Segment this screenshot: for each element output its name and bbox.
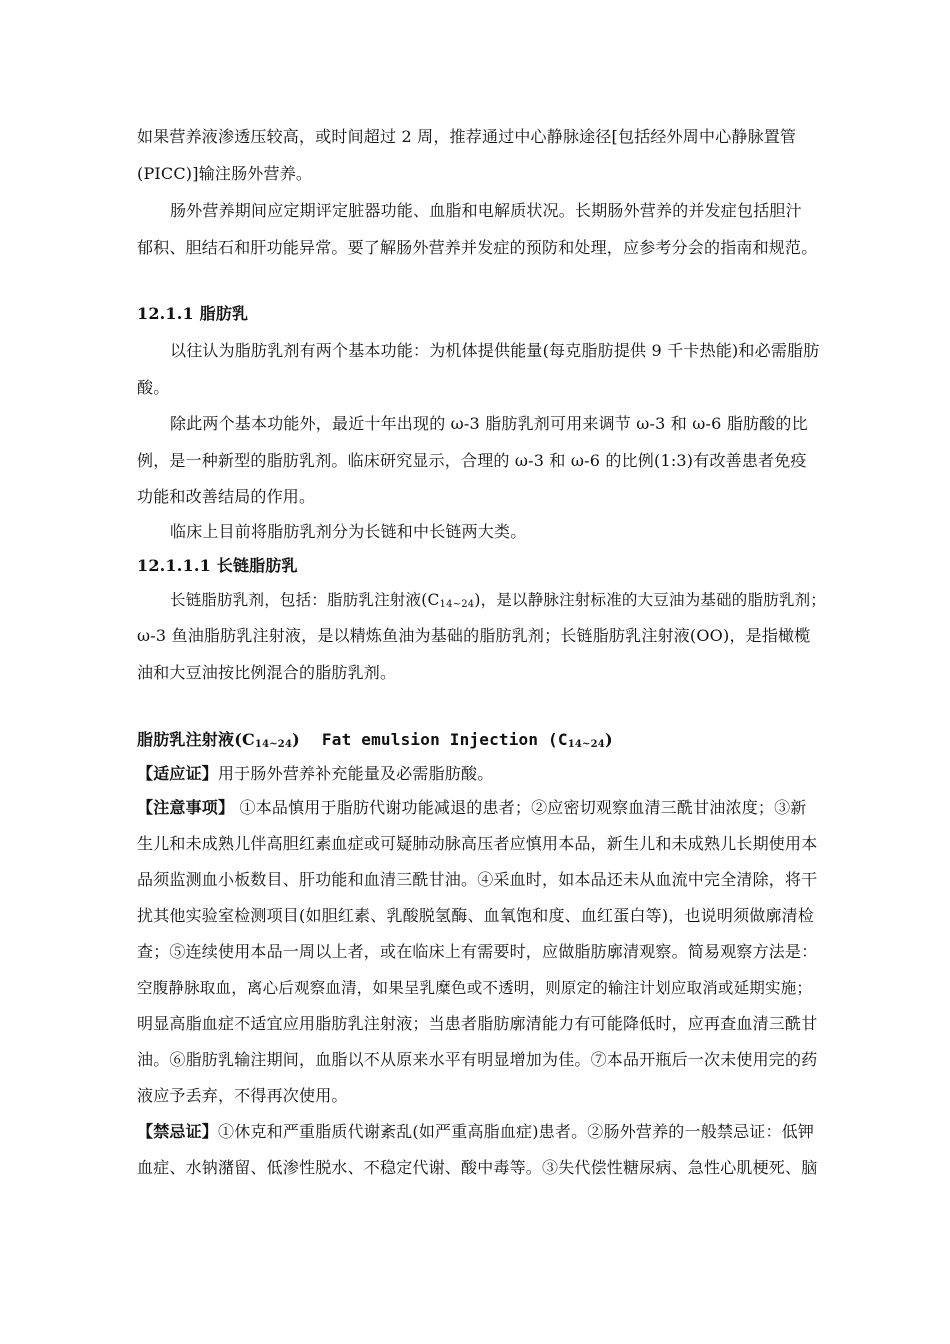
intro-p2-line1: 肠外营养期间应定期评定脏器功能、血脂和电解质状况。长期肠外营养的并发症包括胆汁 — [170, 201, 802, 220]
s1211-p2-line1: 除此两个基本功能外，最近十年出现的 ω-3 脂肪乳剂可用来调节 ω-3 和 ω-6 脂肪酸的比 — [170, 414, 808, 433]
drug-title — [137, 730, 613, 755]
s12111-p1-line1 — [170, 590, 826, 615]
s12111-p1-line1-a: 长链脂肪乳剂，包括：脂肪乳注射液(C — [170, 591, 440, 609]
s12111-p1-line2: ω-3 鱼油脂肪乳注射液，是以精炼鱼油为基础的脂肪乳剂；长链脂肪乳注射液(OO)，是指橄榄 — [137, 626, 811, 645]
drug-title-subscript-1: 14~24 — [254, 739, 293, 750]
precautions-line6: 空腹静脉取血，离心后观察血清，如果呈乳糜色或不透明，则原定的输注计划应取消或延期实施； — [137, 979, 813, 997]
s12111-p1-subscript: 14~24 — [439, 599, 475, 610]
s1211-p2-line2: 例，是一种新型的脂肪乳剂。临床研究显示，合理的 ω-3 和 ω-6 的比例(1:3)有改善患者免疫 — [137, 451, 807, 470]
s1211-p2-line3: 功能和改善结局的作用。 — [137, 487, 316, 506]
s1211-p3-line1: 临床上目前将脂肪乳剂分为长链和中长链两大类。 — [170, 522, 527, 541]
intro-p1-line1: 如果营养液渗透压较高，或时间超过 2 周，推荐通过中心静脉途径[包括经外周中心静脉置管 — [137, 127, 797, 146]
indication-line — [137, 764, 493, 784]
precautions-line1 — [137, 798, 807, 818]
precautions-text-1: ①本品慎用于脂肪代谢功能减退的患者；②应密切观察血清三酰甘油浓度；③新 — [239, 798, 807, 817]
intro-p1-line2: (PICC)]输注肠外营养。 — [137, 164, 313, 183]
contraindications-line2: 血症、水钠潴留、低渗性脱水、不稳定代谢、酸中毒等。③失代偿性糖尿病、急性心肌梗死、脑 — [137, 1158, 818, 1177]
precautions-line8: 油。⑥脂肪乳输注期间，血脂以不从原来水平有明显增加为佳。⑦本品开瓶后一次未使用完的药 — [137, 1050, 818, 1069]
drug-title-en: Fat emulsion Injection (C — [321, 730, 568, 749]
drug-title-cn: 脂肪乳注射液(C — [137, 730, 255, 749]
precautions-line5: 查；⑤连续使用本品一周以上者，或在临床上有需要时，应做脂肪廓清观察。简易观察方法是： — [137, 942, 818, 961]
section-heading-12-1-1-1: 12.1.1.1 长链脂肪乳 — [137, 556, 298, 575]
precautions-line4: 扰其他实验室检测项目(如胆红素、乳酸脱氢酶、血氧饱和度、血红蛋白等)，也说明须做廓清检 — [137, 906, 815, 925]
s12111-p1-line3: 油和大豆油按比例混合的脂肪乳剂。 — [137, 663, 397, 682]
s1211-p1-line1: 以往认为脂肪乳剂有两个基本功能：为机体提供能量(每克脂肪提供 9 千卡热能)和必需脂肪 — [170, 341, 820, 360]
precautions-line7: 明显高脂血症不适宜应用脂肪乳注射液；当患者脂肪廓清能力有可能降低时，应再查血清三酰甘 — [137, 1014, 818, 1033]
precautions-line2: 生儿和未成熟儿伴高胆红素血症或可疑肺动脉高压者应慎用本品，新生儿和未成熟儿长期使用本 — [137, 834, 818, 853]
s1211-p1-line2: 酸。 — [137, 378, 170, 397]
section-heading-12-1-1: 12.1.1 脂肪乳 — [137, 304, 249, 323]
s12111-p1-line1-b: )，是以静脉注射标准的大豆油为基础的脂肪乳剂； — [474, 591, 826, 609]
drug-title-subscript-2: 14~24 — [567, 739, 605, 750]
contraindications-text-1: ①休克和严重脂质代谢紊乱(如严重高脂血症)患者。②肠外营养的一般禁忌证：低钾 — [218, 1122, 815, 1141]
drug-title-end: ) — [604, 730, 613, 749]
precautions-label: 【注意事项】 — [137, 798, 235, 817]
indication-text: 用于肠外营养补充能量及必需脂肪酸。 — [218, 764, 494, 783]
precautions-line3: 品须监测血小板数目、肝功能和血清三酰甘油。④采血时，如本品还未从血流中完全清除，将干 — [137, 870, 818, 889]
intro-p2-line2: 郁积、胆结石和肝功能异常。要了解肠外营养并发症的预防和处理，应参考分会的指南和规范。 — [137, 238, 818, 257]
precautions-line9: 液应予丢弃，不得再次使用。 — [137, 1086, 348, 1105]
indication-label: 【适应证】 — [137, 764, 219, 783]
drug-title-close: ) — [292, 730, 300, 749]
contraindications-label: 【禁忌证】 — [137, 1122, 219, 1141]
contraindications-line1 — [137, 1122, 814, 1142]
